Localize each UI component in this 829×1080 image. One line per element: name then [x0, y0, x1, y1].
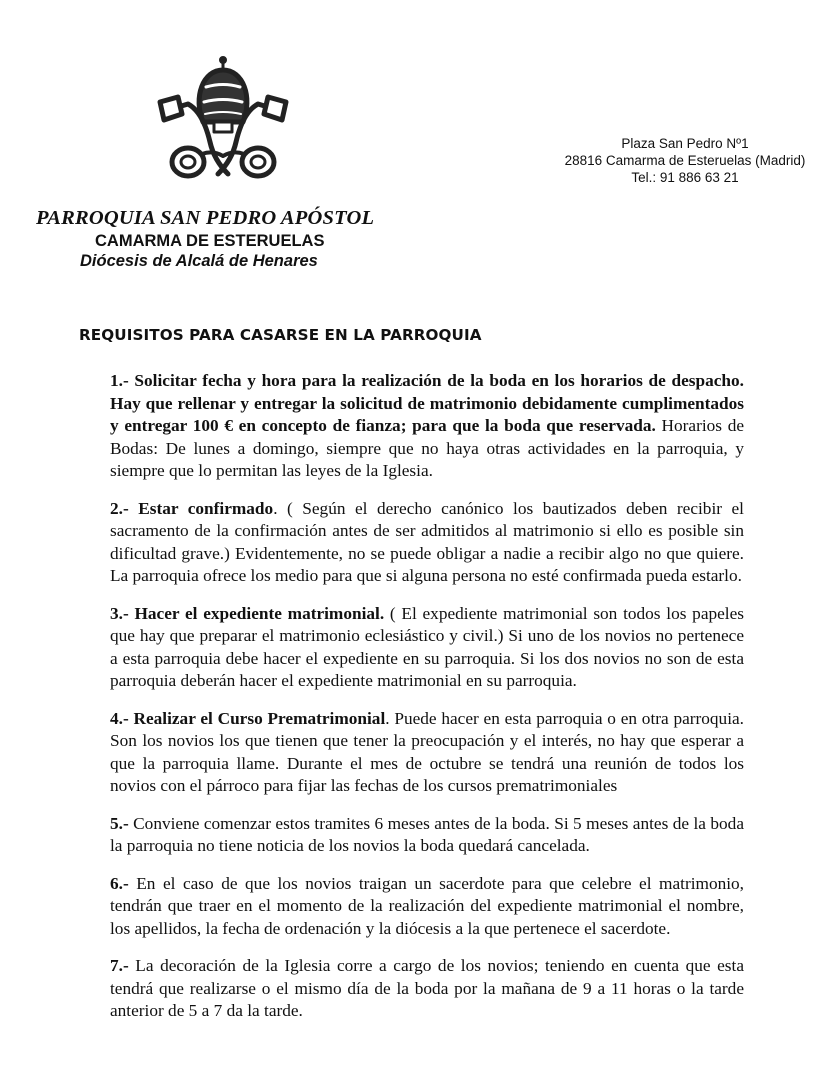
requirement-item: [110, 708, 744, 798]
parish-town: CAMARMA DE ESTERUELAS: [95, 232, 325, 250]
requirement-text: En el caso de que los novios traigan un sacerdote para que celebre el matrimonio, tendrán que traer en el momento de la realización del expediente matrimonial el nombre, los apellidos, la fecha de ordenación y la diócesis a la que pertenece el sacerdote.: [110, 873, 744, 938]
requirement-heading: 3.- Hacer el expediente matrimonial.: [110, 603, 385, 623]
address-phone: Tel.: 91 886 63 21: [631, 170, 739, 185]
requirement-item: [110, 603, 744, 693]
requirement-item: [110, 498, 744, 588]
requirement-text: . Puede hacer en esta parroquia o en otra parroquia. Son los novios los que tienen que tener la preocupación y el interés, no hay que esperar a que la parroquia llame. Durante el mes de octubre se tendrá una reunión de todos los novios con el párroco para fijar las fechas de los cursos prematrimoniales: [110, 708, 744, 795]
requirement-heading: 6.-: [110, 873, 129, 893]
requirement-text: Horarios de Bodas: De lunes a domingo, siempre que no haya otras actividades en la parroquia, y siempre que lo permitan las leyes de la Iglesia.: [110, 416, 745, 480]
requirement-heading: 4.- Realizar el Curso Prematrimonial: [110, 708, 386, 728]
requirement-text: La decoración de la Iglesia corre a cargo de los novios; teniendo en cuenta que esta tendrá que realizarse o el mismo día de la boda por la mañana de 9 a 11 horas o la tarde anterior de 5 a 7 da la tarde.: [110, 956, 744, 1020]
requirement-text: ( El expediente matrimonial son todos los papeles que hay que preparar el matrimonio eclesiástico y civil.) Si uno de los novios no pertenece a esta parroquia debe hacer el expediente en su parroquia. Si los dos novios no son de esta parroquia deberán hacer el expediente matrimonial en su parroquia.: [110, 603, 744, 690]
address-street: Plaza San Pedro Nº1: [621, 136, 749, 151]
requirement-heading: 1.- Solicitar fecha y hora para la realización de la boda en los horarios de despacho. Hay que rellenar y entregar la solicitud de matrimonio debidamente cumplimentados y entregar 100 € en concepto de fianza; para que la boda que reservada.: [110, 371, 744, 435]
requirement-item: [110, 370, 744, 483]
parish-address: [545, 135, 825, 186]
requirements-list: [110, 370, 744, 1038]
parish-emblem-logo: [148, 52, 298, 192]
requirement-heading: 5.-: [110, 813, 129, 833]
requirement-item: [110, 813, 744, 858]
requirement-heading: 2.- Estar confirmado: [110, 498, 274, 518]
parish-diocese: Diócesis de Alcalá de Henares: [80, 252, 318, 270]
parish-name: PARROQUIA SAN PEDRO APÓSTOL: [36, 207, 375, 229]
requirement-item: [110, 873, 744, 941]
requirement-item: [110, 955, 744, 1023]
document-title: REQUISITOS PARA CASARSE EN LA PARROQUIA: [79, 326, 482, 344]
requirement-heading: 7.-: [110, 956, 129, 975]
requirement-text: Conviene comenzar estos tramites 6 meses antes de la boda. Si 5 meses antes de la boda la parroquia no tiene noticia de los novios la boda quedará cancelada.: [110, 813, 744, 855]
requirement-text: . ( Según el derecho canónico los bautizados deben recibir el sacramento de la confirmación antes de ser admitidos al matrimonio si ello es posible sin dificultad grave.) Evidentemente, no se puede obligar a nadie a recibir algo no que quiere. La parroquia ofrece los medio para que si alguna persona no esté confirmada pueda estarlo.: [110, 498, 744, 585]
papal-tiara-keys-icon: [148, 52, 298, 192]
address-city: 28816 Camarma de Esteruelas (Madrid): [564, 153, 806, 168]
